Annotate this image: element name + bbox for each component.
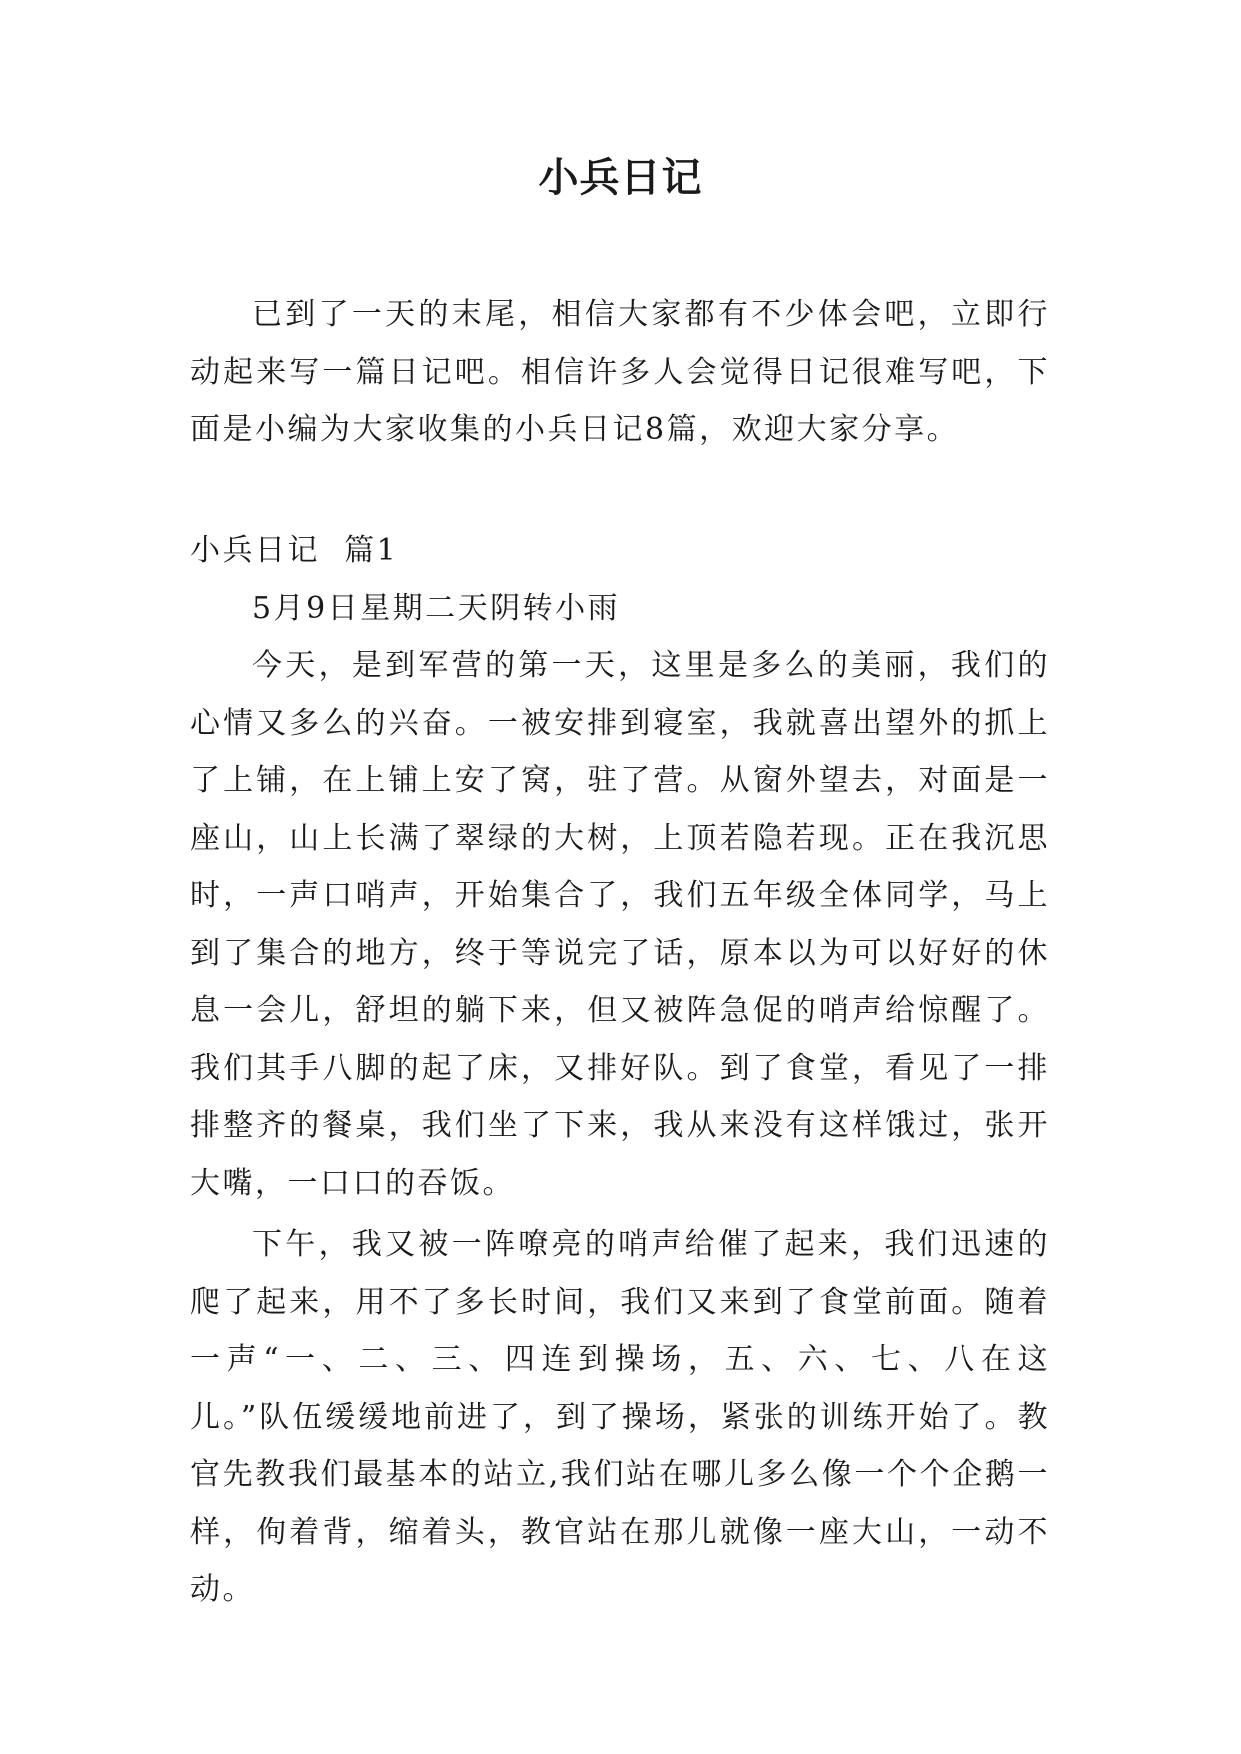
diary-section bbox=[190, 522, 1050, 1619]
page-title: 小兵日记 bbox=[538, 155, 703, 201]
diary-paragraph: 下午，我又被一阵嘹亮的哨声给催了起来，我们迅速的爬了起来，用不了多长时间，我们又来到了食堂前面。随着一声“一、二、三、四连到操场，五、六、七、八在这儿。”队伍缓缓地前进了，到了操场，紧张的训练开始了。教官先教我们最基本的站立,我们站在哪儿多么像一个个企鹅一样，佝着背，缩着头，教官站在那儿就像一座大山，一动不动。 bbox=[190, 1227, 1050, 1607]
section-heading: 小兵日记 篇1 bbox=[190, 533, 399, 568]
diary-paragraph: 今天，是到军营的第一天，这里是多么的美丽，我们的心情又多么的兴奋。一被安排到寝室，我就喜出望外的抓上了上铺，在上铺上安了窝，驻了营。从窗外望去，对面是一座山，山上长满了翠绿的大树，上顶若隐若现。正在我沉思时，一声口哨声，开始集合了，我们五年级全体同学，马上到了集合的地方，终于等说完了话，原本以为可以好好的休息一会儿，舒坦的躺下来，但又被阵急促的哨声给惊醒了。我们其手八脚的起了床，又排好队。到了食堂，看见了一排排整齐的餐桌，我们坐了下来，我从来没有这样饿过，张开大嘴，一口口的吞饭。 bbox=[190, 648, 1050, 1201]
diary-date-line: 5月9日星期二天阴转小雨 bbox=[252, 590, 621, 626]
intro-block bbox=[190, 286, 1050, 459]
intro-paragraph: 已到了一天的末尾，相信大家都有不少体会吧，立即行动起来写一篇日记吧。相信许多人会觉得日记很难写吧，下面是小编为大家收集的小兵日记8篇，欢迎大家分享。 bbox=[190, 297, 1050, 447]
